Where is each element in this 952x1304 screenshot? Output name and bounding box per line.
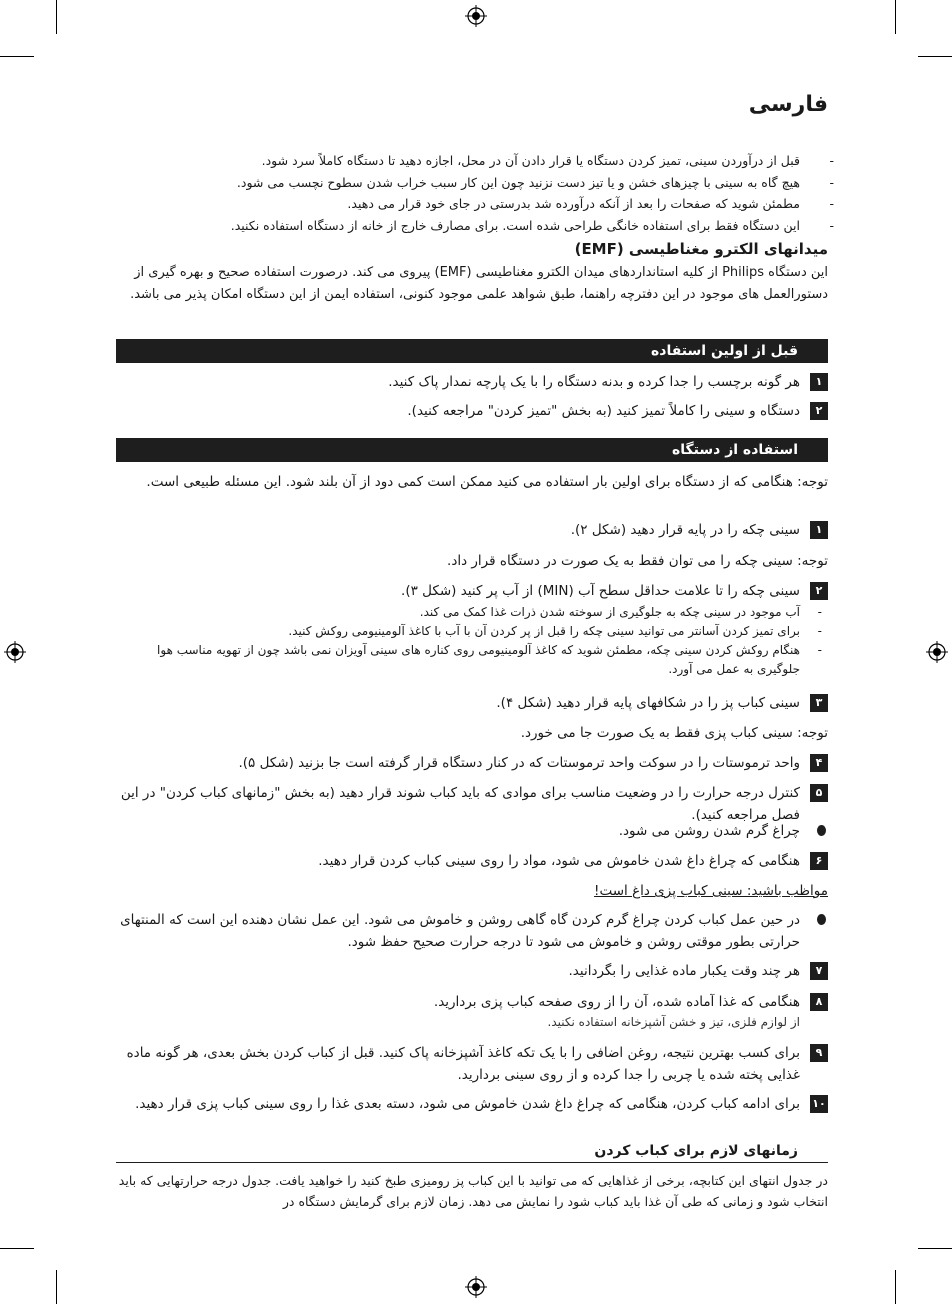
warning-text: مواظب باشید: سینی کباب پزی داغ است! [594,883,828,899]
emf-heading: میدانهای الکترو مغناطیسی (EMF) [574,240,828,258]
intro-list [116,150,834,236]
crop-mark [0,1248,34,1249]
crop-mark [918,56,952,57]
registration-mark-icon [4,641,26,663]
step-item: ٨ هنگامی که غذا آماده شده، آن را از روی صفحه کباب پزی بردارید. از لوازم فلزی، تیز و خشن آشپزخانه استفاده نکنید. [116,991,828,1032]
crop-mark [895,1270,896,1304]
section-heading-before-first-use: قبل از اولین استفاده [116,339,828,363]
dash-marker: - [817,624,822,638]
note-text: توجه: سینی کباب پزی فقط به یک صورت جا می خورد. [520,725,828,741]
list-item: - این دستگاه فقط برای استفاده خانگی طراحی شده است. برای مصارف خارج از خانه از دستگاه استفاده نکنید. [116,215,828,237]
section-heading-using: استفاده از دستگاه [116,438,828,462]
registration-mark-icon [926,641,948,663]
bullet-dot-icon [817,825,826,836]
list-item: - هنگام روکش کردن سینی چکه، مطمئن شوید که کاغذ آلومینیومی روی کناره های سینی آویزان نمی باشد چون از تهویه مناسب هوا جلوگیری به عمل می آورد. [157,643,822,676]
dash-marker: - [829,153,834,168]
step-item: ۴ واحد ترموستات را در سوکت واحد ترموستات که در کنار دستگاه قرار گرفته است جا بزنید (شکل ۵). [116,752,828,774]
list-item: - هیچ گاه به سینی با چیزهای خشن و یا تیز دست نزنید چون این کار سبب خراب شدن سطوح نچسب می شود. [116,172,828,194]
crop-mark [56,0,57,34]
registration-mark-icon [465,1276,487,1298]
step2-sublist [116,603,828,679]
dash-marker: - [817,643,822,657]
step-item: ۵ کنترل درجه حرارت را در وضعیت مناسب برای موادی که باید کباب شوند قرار دهید (به بخش "زمانهای کباب کردن" در این فصل مراجعه کنید). [116,782,828,826]
step-item: ١٠ برای ادامه کباب کردن، هنگامی که چراغ داغ شدن خاموش می شود، دسته بعدی غذا را روی سینی کباب پزی قرار دهید. [116,1093,828,1115]
step-item: ١ سینی چکه را در پایه قرار دهید (شکل ٢). [116,519,828,541]
registration-mark-icon [465,5,487,27]
step-item: ۶ هنگامی که چراغ داغ شدن خاموش می شود، مواد را روی سینی کباب کردن قرار دهید. [116,850,828,872]
grilling-times-text: در جدول انتهای این کتابچه، برخی از غذاهایی که می توانید با این کباب پز رومیزی طبخ کنید را خواهید یافت. جدول درجه حرارتهایی که باید انتخاب شود و زمانی که طی آن غذا باید کباب شود را نمایش می دهد. زمان لازم برای گرمایش دستگاه در [118,1173,828,1209]
dash-marker: - [829,174,834,190]
step-item: ٣ سینی کباب پز را در شکافهای پایه قرار دهید (شکل ۴). [116,692,828,714]
note-text: توجه: سینی چکه را می توان فقط به یک صورت در دستگاه قرار داد. [447,553,828,569]
step-item: ٩ برای کسب بهترین نتیجه، روغن اضافی را با یک تکه کاغذ آشپزخانه پاک کنید. قبل از کباب کردن بخش بعدی، هر گونه ماده غذایی پخته شده یا چربی را جدا کرده و از روی سینی بردارید. [116,1042,828,1086]
crop-mark [0,56,34,57]
step-item: ٢ سینی چکه را تا علامت حداقل سطح آب (MIN) از آب پر کنید (شکل ٣). [116,580,828,602]
section-heading-grilling-times: زمانهای لازم برای کباب کردن [116,1140,828,1163]
list-item: - قبل از درآوردن سینی، تمیز کردن دستگاه یا قرار دادن آن در محل، اجازه دهید تا دستگاه کاملاً سرد شود. [116,150,828,172]
list-item: - برای تمیز کردن آسانتر می توانید سینی چکه را قبل از پر کردن آن با آب با کاغذ آلومینیومی روکش کنید. [116,622,828,641]
bullet-item: چراغ گرم شدن روشن می شود. [116,820,828,842]
emf-text: این دستگاه Philips از کلیه استانداردهای میدان الکترو مغناطیسی (EMF) پیروی می کند. درصورت استفاده صحیح و بهره گیری از دستورالعمل های موجود در این دفترچه راهنما، طبق شواهد علمی موجود کنونی، استفاده ایمن از این دستگاه امکان پذیر می باشد. [130,265,828,302]
page-title: فارسی [748,92,828,117]
dash-marker: - [829,217,834,233]
step-item: ٢ دستگاه و سینی را کاملاً تمیز کنید (به بخش "تمیز کردن" مراجعه کنید). [116,400,828,422]
bullet-dot-icon [817,914,826,925]
list-item: - مطمئن شوید که صفحات را بعد از آنکه درآورده شد بدرستی در جای خود قرار می دهید. [116,193,828,215]
step-item: ١ هر گونه برچسب را جدا کرده و بدنه دستگاه را با یک پارچه نمدار پاک کنید. [116,371,828,393]
crop-mark [56,1270,57,1304]
note-text: توجه: هنگامی که از دستگاه برای اولین بار استفاده می کنید ممکن است کمی دود از آن بلند شود. این مسئله طبیعی است. [146,474,828,490]
step-item: ٧ هر چند وقت یکبار ماده غذایی را بگردانید. [116,960,828,982]
bullet-item: در حین عمل کباب کردن چراغ گرم کردن گاه گاهی روشن و خاموش می شود. این عمل نشان دهنده این است که المنتهای حرارتی بطور موقتی روشن و خاموش می شود تا درجه حرارت صحیح حفظ شود. [116,909,828,953]
crop-mark [918,1248,952,1249]
crop-mark [895,0,896,34]
dash-marker: - [817,605,822,619]
list-item: - آب موجود در سینی چکه به جلوگیری از سوخته شدن ذرات غذا کمک می کند. [116,603,828,622]
dash-marker: - [829,196,834,211]
